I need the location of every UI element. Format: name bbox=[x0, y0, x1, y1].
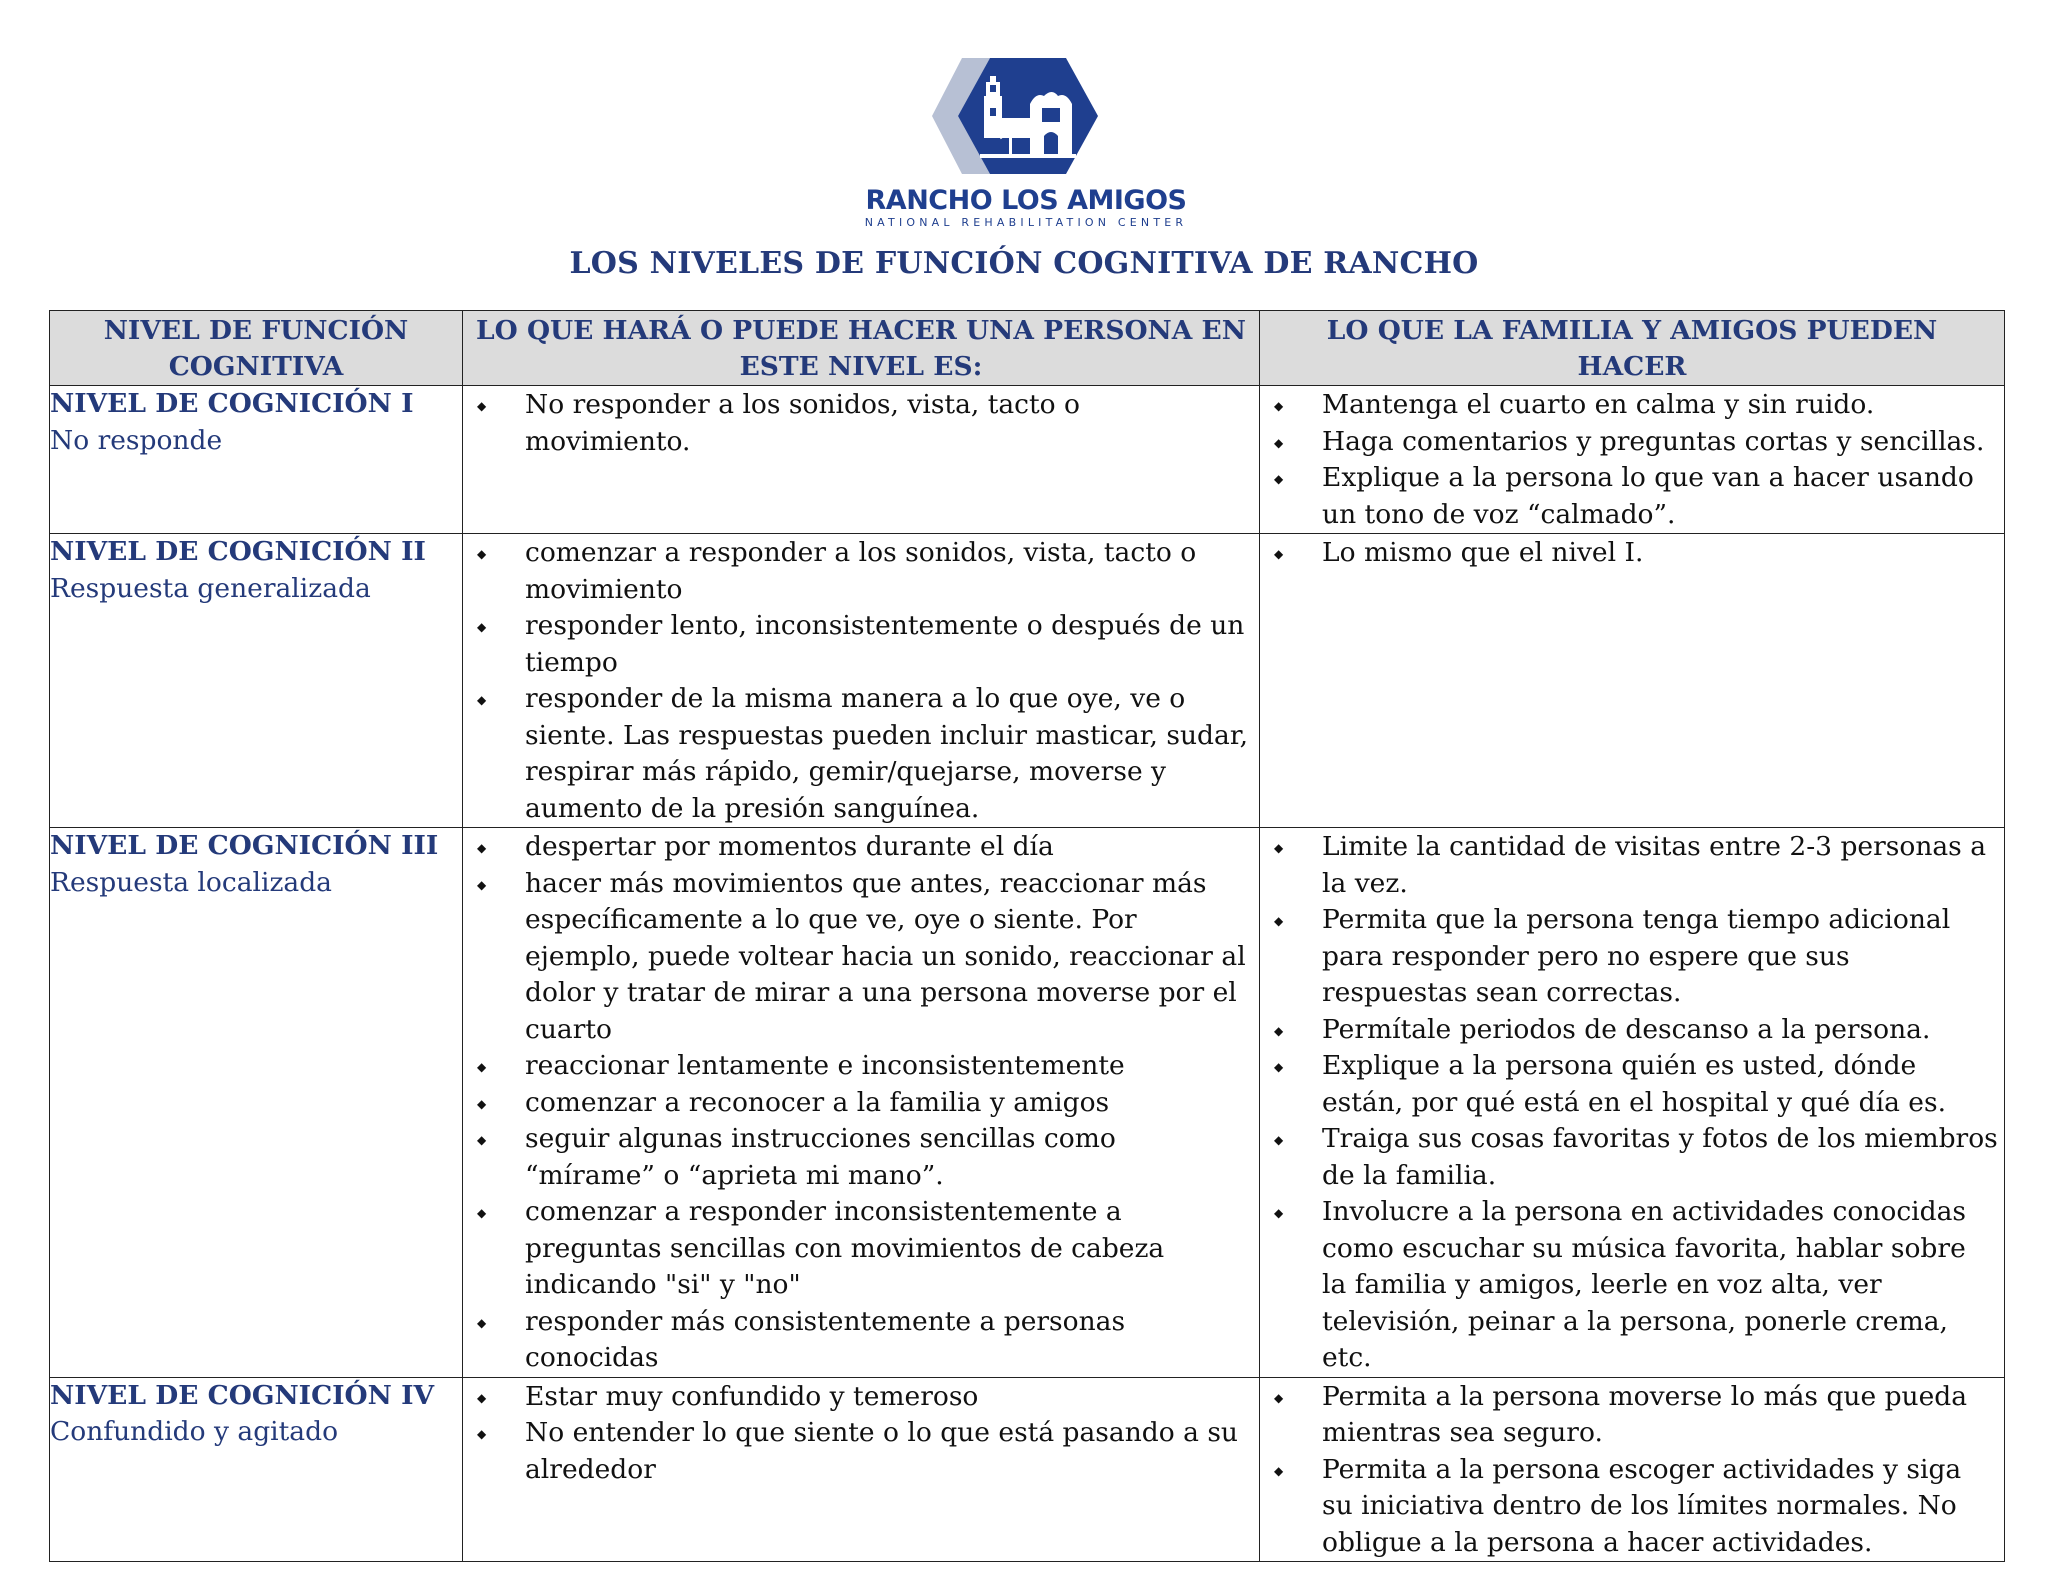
list-item: ◆ Haga comentarios y preguntas cortas y sencillas. bbox=[1274, 424, 1998, 461]
level-sublabel: No responde bbox=[50, 424, 223, 456]
person-cell bbox=[463, 386, 1260, 534]
table-row bbox=[50, 1377, 2005, 1562]
family-cell bbox=[1260, 386, 2005, 534]
list-item: ◆ Explique a la persona lo que van a hacer usando un tono de voz “calmado”. bbox=[1274, 460, 1998, 533]
level-title: NIVEL DE COGNICIÓN I bbox=[50, 388, 414, 419]
level-title: NIVEL DE COGNICIÓN III bbox=[50, 830, 439, 861]
list-item: ◆ comenzar a reconocer a la familia y amigos bbox=[477, 1085, 1253, 1122]
list-item: ◆ Lo mismo que el nivel I. bbox=[1274, 535, 1998, 572]
family-cell bbox=[1260, 828, 2005, 1378]
brand-name: RANCHO LOS AMIGOS bbox=[865, 185, 1187, 216]
list-item: ◆ Explique a la persona quién es usted, dónde están, por qué está en el hospital y qué día es. bbox=[1274, 1048, 1998, 1121]
column-header-level: NIVEL DE FUNCIÓN COGNITIVA bbox=[50, 311, 463, 386]
list-item: ◆ Permita a la persona moverse lo más que pueda mientras sea seguro. bbox=[1274, 1379, 1998, 1452]
list-item: ◆ reaccionar lentamente e inconsistentemente bbox=[477, 1048, 1253, 1085]
level-sublabel: Respuesta localizada bbox=[50, 866, 332, 898]
level-sublabel: Respuesta generalizada bbox=[50, 572, 371, 604]
person-cell bbox=[463, 534, 1260, 828]
family-cell bbox=[1260, 534, 2005, 828]
logo bbox=[0, 52, 2048, 230]
list-item: ◆ responder de la misma manera a lo que oye, ve o siente. Las respuestas pueden incluir masticar, sudar, respirar más rápido, gemir/quejarse, moverse y aumento de la presión sanguínea. bbox=[477, 681, 1253, 827]
cognitive-levels-table bbox=[49, 310, 2005, 1562]
column-header-person: LO QUE HARÁ O PUEDE HACER UNA PERSONA EN ESTE NIVEL ES: bbox=[463, 311, 1260, 386]
document-title: LOS NIVELES DE FUNCIÓN COGNITIVA DE RANCHO bbox=[569, 246, 1479, 281]
list-item: ◆ Traiga sus cosas favoritas y fotos de los miembros de la familia. bbox=[1274, 1121, 1998, 1194]
list-item: ◆ Limite la cantidad de visitas entre 2-3 personas a la vez. bbox=[1274, 829, 1998, 902]
table-row bbox=[50, 386, 2005, 534]
list-item: ◆ No entender lo que siente o lo que está pasando a su alrededor bbox=[477, 1415, 1253, 1488]
table-row bbox=[50, 534, 2005, 828]
column-header-family: LO QUE LA FAMILIA Y AMIGOS PUEDEN HACER bbox=[1260, 311, 2005, 386]
list-item: ◆ Estar muy confundido y temeroso bbox=[477, 1379, 1253, 1416]
list-item: ◆ Permítale periodos de descanso a la persona. bbox=[1274, 1012, 1998, 1049]
level-cell bbox=[50, 534, 463, 828]
level-title: NIVEL DE COGNICIÓN II bbox=[50, 536, 426, 567]
list-item: ◆ responder lento, inconsistentemente o después de un tiempo bbox=[477, 608, 1253, 681]
list-item: ◆ Mantenga el cuarto en calma y sin ruido. bbox=[1274, 387, 1998, 424]
family-cell bbox=[1260, 1377, 2005, 1562]
level-cell bbox=[50, 1377, 463, 1562]
level-cell bbox=[50, 828, 463, 1378]
list-item: ◆ hacer más movimientos que antes, reaccionar más específicamente a lo que ve, oye o siente. Por ejemplo, puede voltear hacia un sonido, reaccionar al dolor y tratar de mirar a una persona moverse por el cuarto bbox=[477, 866, 1253, 1049]
list-item: ◆ seguir algunas instrucciones sencillas como “mírame” o “aprieta mi mano”. bbox=[477, 1121, 1253, 1194]
rancho-mission-logo-icon bbox=[932, 52, 1102, 180]
list-item: ◆ Permita a la persona escoger actividades y siga su iniciativa dentro de los límites normales. No obligue a la persona a hacer actividades. bbox=[1274, 1452, 1998, 1562]
list-item: ◆ comenzar a responder a los sonidos, vista, tacto o movimiento bbox=[477, 535, 1253, 608]
list-item: ◆ responder más consistentemente a personas conocidas bbox=[477, 1304, 1253, 1377]
table-row bbox=[50, 828, 2005, 1378]
list-item: ◆ comenzar a responder inconsistentemente a preguntas sencillas con movimientos de cabeza indicando "si" y "no" bbox=[477, 1194, 1253, 1304]
list-item: ◆ Involucre a la persona en actividades conocidas como escuchar su música favorita, hablar sobre la familia y amigos, leerle en voz alta, ver televisión, peinar a la persona, ponerle crema, etc. bbox=[1274, 1194, 1998, 1377]
person-cell bbox=[463, 1377, 1260, 1562]
list-item: ◆ No responder a los sonidos, vista, tacto o movimiento. bbox=[477, 387, 1253, 460]
list-item: ◆ despertar por momentos durante el día bbox=[477, 829, 1253, 866]
list-item: ◆ Permita que la persona tenga tiempo adicional para responder pero no espere que sus respuestas sean correctas. bbox=[1274, 902, 1998, 1012]
level-cell bbox=[50, 386, 463, 534]
level-sublabel: Confundido y agitado bbox=[50, 1416, 339, 1447]
table-header-row bbox=[50, 311, 2005, 386]
level-title: NIVEL DE COGNICIÓN IV bbox=[50, 1379, 435, 1411]
brand-subtitle: NATIONAL REHABILITATION CENTER bbox=[864, 216, 1188, 229]
person-cell bbox=[463, 828, 1260, 1378]
